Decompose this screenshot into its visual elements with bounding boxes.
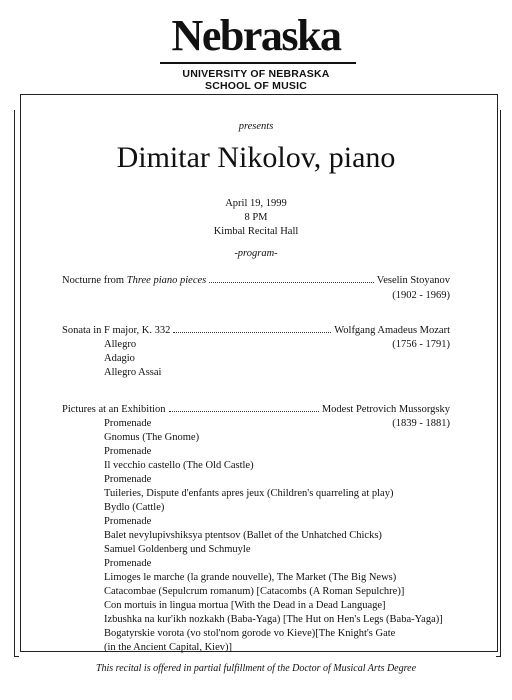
program-label: -program- [234, 248, 278, 259]
movement: Allegro Assai [104, 367, 162, 378]
event-date: April 19, 1999 [225, 198, 287, 209]
program-frame [20, 94, 498, 652]
nebraska-logo: Nebraska [171, 11, 341, 60]
movement: Izbushka na kur'ikh nozkakh (Baba-Yaga) [The Hut on Hen's Legs (Baba-Yaga)] [104, 614, 443, 625]
movement: Bogatyrskie vorota (vo stol'nom gorode vo Kieve)[The Knight's Gate [104, 628, 396, 639]
movement: Gnomus (The Gnome) [104, 432, 200, 443]
piece-composer: Modest Petrovich Mussorgsky [321, 404, 450, 415]
piece-heading [62, 274, 450, 288]
composer-dates: (1839 - 1881) [392, 418, 450, 429]
movement: Limoges le marche (la grande nouvelle), The Market (The Big News) [104, 572, 397, 583]
movement: Promenade [104, 558, 152, 569]
frame-shadow-left [14, 110, 19, 657]
piece-heading [62, 324, 450, 338]
movement: Balet nevylupivshiksya ptentsov (Ballet of the Unhatched Chicks) [104, 530, 382, 541]
composer-dates: (1902 - 1969) [392, 290, 450, 301]
piece-heading [62, 403, 450, 417]
movement: Allegro [104, 339, 137, 350]
presents-text: presents [238, 121, 274, 132]
piece-composer: Wolfgang Amadeus Mozart [334, 325, 450, 336]
piece-title: Nocturne from Three piano pieces [62, 275, 207, 286]
footer-note: This recital is offered in partial fulfillment of the Doctor of Musical Arts Degree [95, 663, 417, 674]
movement: Promenade [104, 418, 152, 429]
movement: Tuileries, Dispute d'enfants apres jeux (Children's quarreling at play) [104, 488, 394, 499]
movement: Promenade [104, 446, 152, 457]
movement: Bydlo (Cattle) [104, 502, 165, 513]
piece-title: Pictures at an Exhibition [62, 404, 166, 415]
logo-underline [160, 62, 356, 64]
piece-composer: Veselin Stoyanov [376, 275, 450, 286]
piece-title: Sonata in F major, K. 332 [62, 325, 171, 336]
university-name: UNIVERSITY OF NEBRASKA [182, 68, 330, 80]
leader-dots [209, 282, 374, 283]
performer-title: Dimitar Nikolov, piano [116, 141, 396, 174]
event-time: 8 PM [244, 212, 268, 223]
movement: Samuel Goldenberg und Schmuyle [104, 544, 251, 555]
school-name: SCHOOL OF MUSIC [205, 80, 307, 92]
leader-dots [173, 332, 331, 333]
movement: Il vecchio castello (The Old Castle) [104, 460, 254, 471]
event-venue: Kimbal Recital Hall [213, 226, 299, 237]
movement: Adagio [104, 353, 135, 364]
leader-dots [169, 411, 319, 412]
movement: Promenade [104, 516, 152, 527]
movement: Promenade [104, 474, 152, 485]
movement: Con mortuis in lingua mortua [With the Dead in a Dead Language] [104, 600, 386, 611]
composer-dates: (1756 - 1791) [392, 339, 450, 350]
movement: Catacombae (Sepulcrum romanum) [Catacombs (A Roman Sepulchre)] [104, 586, 405, 597]
movement: (in the Ancient Capital, Kiev)] [104, 642, 233, 653]
